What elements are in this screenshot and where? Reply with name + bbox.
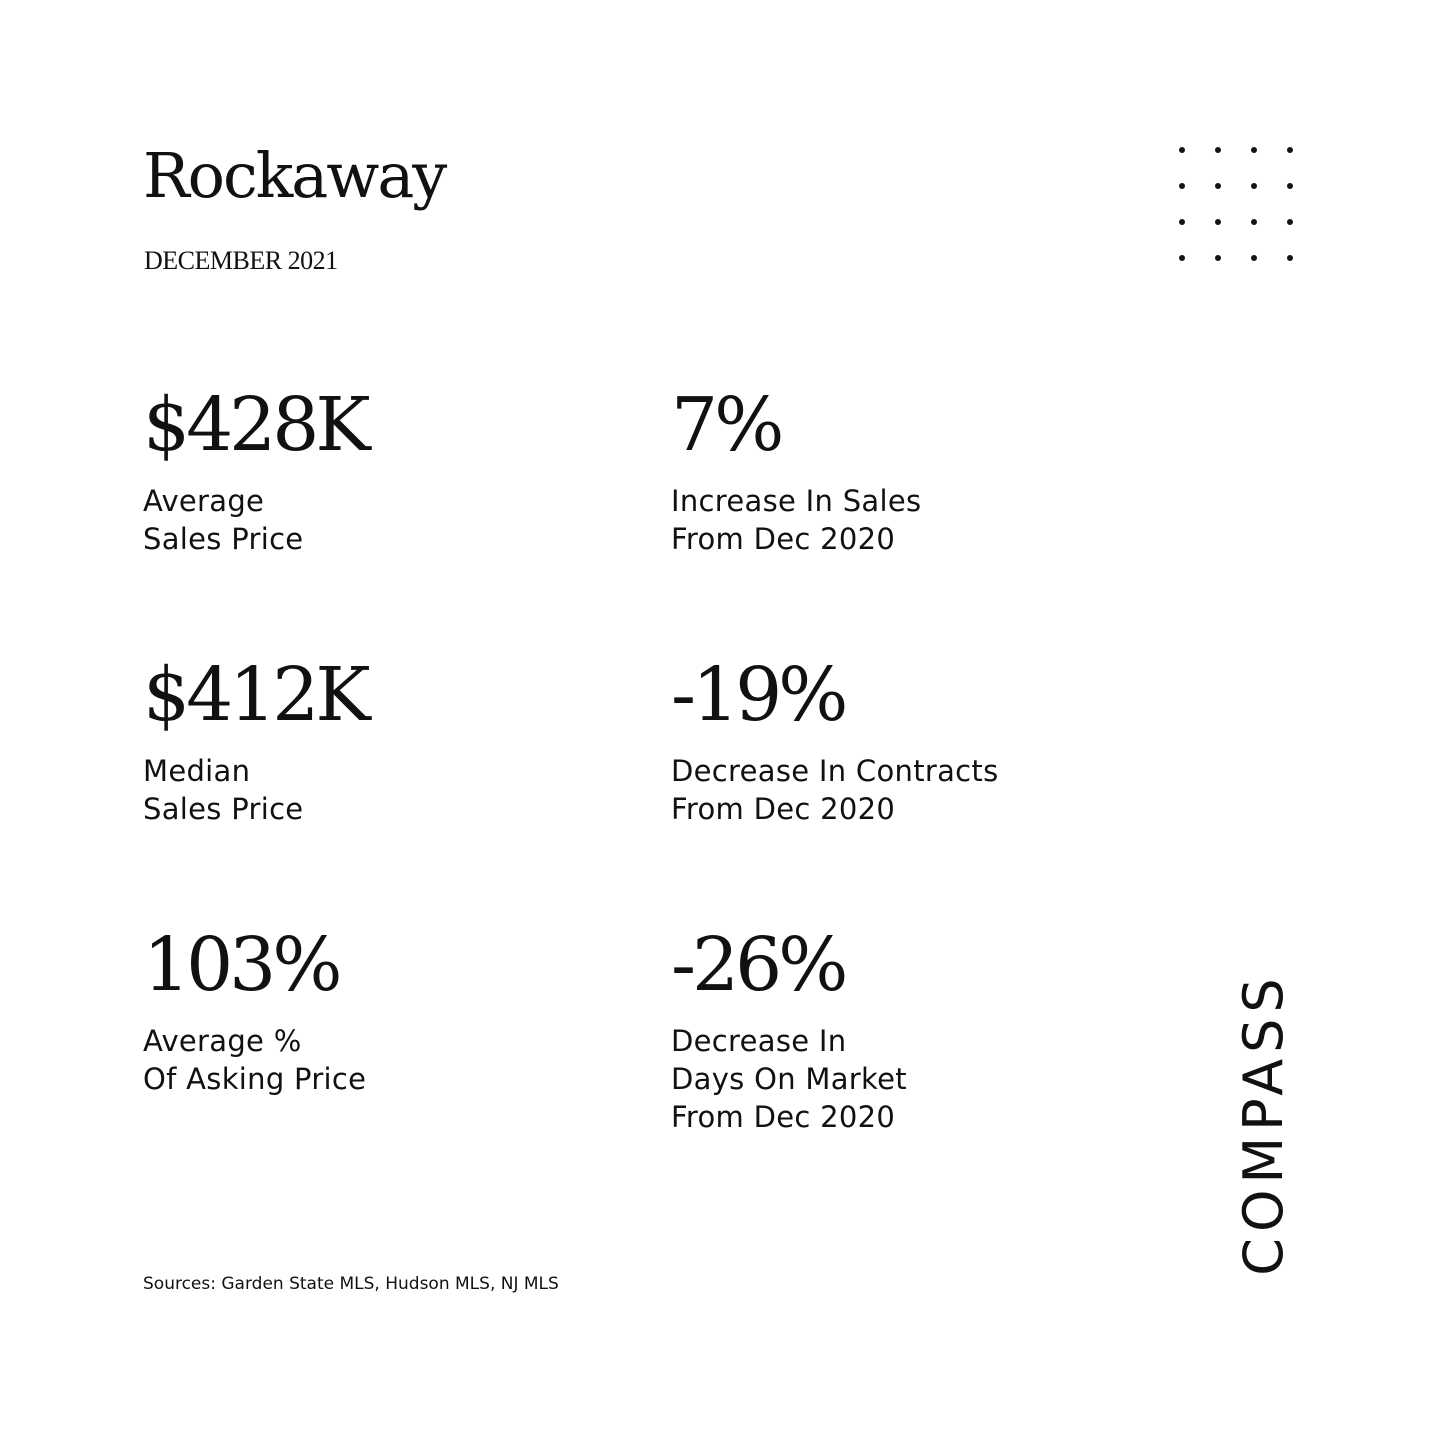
stat-value: -26% [671, 922, 845, 1008]
stat-label [671, 482, 921, 558]
stat-label-line: Sales Price [143, 792, 304, 826]
stat-label-line: From Dec 2020 [671, 792, 896, 826]
stat-sales-change [671, 382, 922, 558]
stat-label-line: Sales Price [143, 522, 304, 556]
stat-label-line: Median [143, 754, 251, 788]
compass-logo [1232, 952, 1295, 1296]
stat-label-line: Of Asking Price [143, 1062, 367, 1096]
stat-average-sales-price [143, 382, 367, 558]
stat-value: 7% [671, 382, 781, 468]
stat-label-line: Increase In Sales [671, 484, 922, 518]
stat-percent-of-asking [143, 922, 367, 1098]
stat-label-line: Days On Market [671, 1062, 907, 1096]
stat-label-line: From Dec 2020 [671, 522, 896, 556]
sources-note: Sources: Garden State MLS, Hudson MLS, NJ MLS [143, 1274, 559, 1294]
stat-label [143, 1022, 366, 1098]
stat-value: 103% [143, 922, 339, 1008]
stat-label [143, 482, 367, 558]
stat-value: -19% [671, 652, 845, 738]
stat-contracts-change [671, 652, 999, 828]
stat-label [671, 1022, 907, 1136]
page-title: Rockaway [143, 139, 446, 212]
stat-label-line: From Dec 2020 [671, 1100, 896, 1134]
stat-label-line: Decrease In Contracts [671, 754, 999, 788]
stat-days-on-market-change [671, 922, 907, 1136]
stat-label-line: Decrease In [671, 1024, 847, 1058]
report-period: DECEMBER 2021 [144, 246, 338, 275]
stat-label [671, 752, 999, 828]
dot-grid-icon [1176, 144, 1300, 268]
stat-label-line: Average [143, 484, 265, 518]
stat-label-line: Average % [143, 1024, 302, 1058]
stat-value: $412K [143, 652, 367, 738]
logo-text: COMPASS [1232, 972, 1295, 1276]
stat-value: $428K [143, 382, 367, 468]
stat-label [143, 752, 367, 828]
stat-median-sales-price [143, 652, 367, 828]
